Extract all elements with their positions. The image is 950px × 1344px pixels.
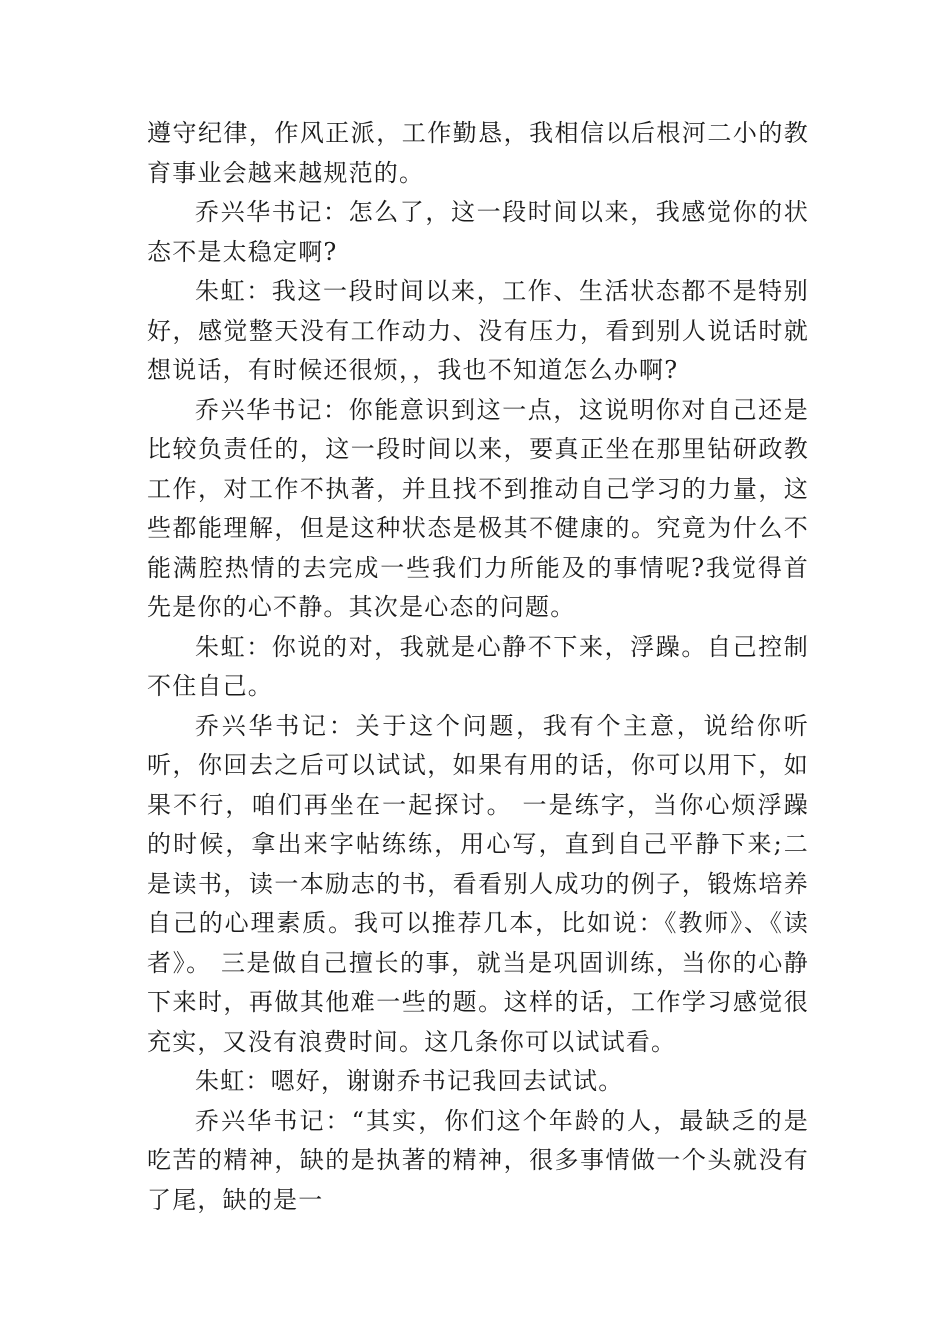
paragraph-6: 乔兴华书记：关于这个问题，我有个主意，说给你听听，你回去之后可以试试，如果有用的话，你可以用下，如果不行，咱们再坐在一起探讨。 一是练字，当你心烦浮躁的时候，拿出来字帖练练，用心写，直到自己平静下来;二是读书，读一本励志的书，看看别人成功的例子，锻炼培养自己的心理素质。我可以推荐几本，比如说：《教师》、《读者》。 三是做自己擅长的事，就当是巩固训练，当你的心静下来时，再做其他难一些的题。这样的话，工作学习感觉很充实，又没有浪费时间。这几条你可以试试看。 [147, 711, 809, 1056]
paragraph-4: 乔兴华书记：你能意识到这一点，这说明你对自己还是比较负责任的，这一段时间以来，要真正坐在那里钻研政教工作，对工作不执著，并且找不到推动自己学习的力量，这些都能理解，但是这种状态是极其不健康的。究竟为什么不能满腔热情的去完成一些我们力所能及的事情呢?我觉得首先是你的心不静。其次是心态的问题。 [147, 395, 809, 621]
paragraph-8: 乔兴华书记：“其实，你们这个年龄的人，最缺乏的是吃苦的精神，缺的是执著的精神，很多事情做一个头就没有了尾，缺的是一 [147, 1106, 809, 1214]
paragraph-7: 朱虹：嗯好，谢谢乔书记我回去试试。 [195, 1067, 624, 1095]
paragraph-5: 朱虹：你说的对，我就是心静不下来，浮躁。自己控制不住自己。 [147, 632, 809, 700]
paragraph-3: 朱虹：我这一段时间以来，工作、生活状态都不是特别好，感觉整天没有工作动力、没有压力，看到别人说话时就想说话，有时候还很烦，，我也不知道怎么办啊? [147, 277, 809, 384]
paragraph-2: 乔兴华书记：怎么了，这一段时间以来，我感觉你的状态不是太稳定啊? [147, 198, 809, 266]
document-body [147, 114, 809, 1220]
paragraph-1: 遵守纪律，作风正派，工作勤恳，我相信以后根河二小的教育事业会越来越规范的。 [147, 119, 809, 187]
